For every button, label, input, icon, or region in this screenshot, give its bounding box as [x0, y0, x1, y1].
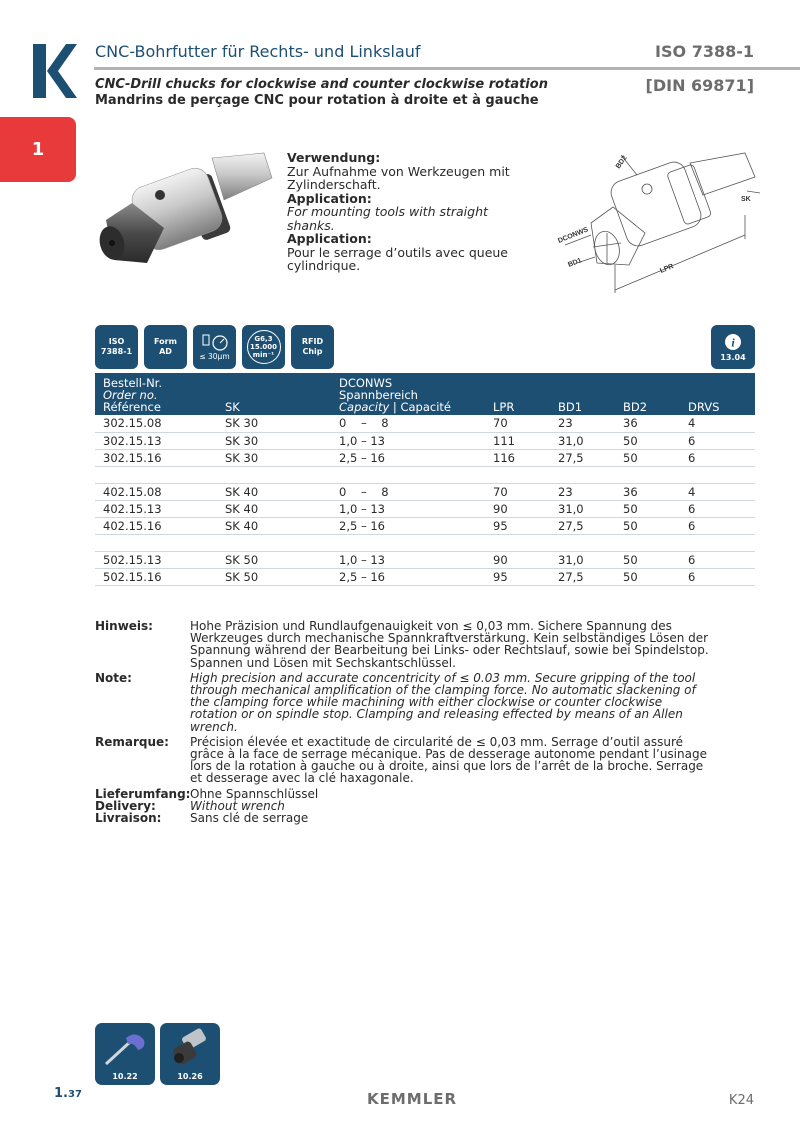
cell-sk: SK 50 [217, 551, 331, 568]
note-hinweis-label: Hinweis: [95, 619, 153, 633]
delivery-en [95, 800, 710, 812]
col-drvs: DRVS [680, 373, 755, 415]
accessory-ref-1: 10.22 [112, 1072, 138, 1081]
cell-bd2: 50 [615, 449, 680, 466]
col-range-de: Spannbereich [339, 388, 418, 402]
cell-range: 0 – 8 [331, 483, 485, 500]
cell-order: 502.15.16 [95, 568, 217, 585]
info-badge[interactable] [711, 325, 755, 369]
cell-range: 1,0 – 13 [331, 432, 485, 449]
cell-sk: SK 30 [217, 432, 331, 449]
dim-bd1: BD1 [567, 257, 583, 269]
info-reference: 13.04 [720, 352, 746, 362]
hex-wrench-icon [100, 1028, 150, 1068]
cell-range: 0 – 8 [331, 415, 485, 432]
usage-label-de: Verwendung: [287, 150, 381, 165]
delivery-de-label: Lieferumfang: [95, 786, 191, 801]
cell-order: 402.15.16 [95, 517, 217, 534]
delivery-fr [95, 812, 710, 824]
cell-range: 1,0 – 13 [331, 551, 485, 568]
col-range-en: Capacity [339, 400, 390, 414]
form-badge[interactable] [144, 325, 187, 369]
cell-bd1: 27,5 [550, 449, 615, 466]
table-row[interactable] [95, 415, 755, 432]
accessory-ref-2: 10.26 [177, 1072, 203, 1081]
balance-badge[interactable] [242, 325, 285, 369]
cell-sk: SK 40 [217, 500, 331, 517]
table-row[interactable] [95, 551, 755, 568]
page-number [54, 1086, 82, 1101]
balance-grade: G6,3 [254, 335, 273, 343]
pull-stud-icon [165, 1028, 215, 1068]
cell-drvs: 4 [680, 415, 755, 432]
cell-drvs: 6 [680, 500, 755, 517]
cell-lpr: 111 [485, 432, 550, 449]
rfid-badge[interactable] [291, 325, 334, 369]
cell-drvs: 4 [680, 483, 755, 500]
cell-lpr: 70 [485, 415, 550, 432]
cell-bd2: 50 [615, 517, 680, 534]
cell-bd2: 50 [615, 568, 680, 585]
form-badge-line1: Form [154, 337, 177, 346]
cell-bd1: 27,5 [550, 568, 615, 585]
note-remarque [95, 736, 710, 785]
balance-ring-icon [247, 330, 281, 364]
cell-drvs: 6 [680, 517, 755, 534]
cell-order: 402.15.13 [95, 500, 217, 517]
cell-bd2: 36 [615, 415, 680, 432]
title-french: Mandrins de perçage CNC pour rotation à droite et à gauche [95, 93, 539, 108]
table-spacer-row [95, 534, 755, 551]
cell-order: 302.15.16 [95, 449, 217, 466]
kemmler-k-logo [33, 44, 77, 98]
col-bd1: BD1 [550, 373, 615, 415]
cell-drvs: 6 [680, 568, 755, 585]
cell-range: 2,5 – 16 [331, 449, 485, 466]
cell-order: 302.15.08 [95, 415, 217, 432]
info-icon [724, 333, 742, 351]
cell-drvs: 6 [680, 449, 755, 466]
col-order [95, 373, 217, 415]
cell-order: 502.15.13 [95, 551, 217, 568]
cell-lpr: 116 [485, 449, 550, 466]
col-order-en: Order no. [103, 388, 158, 402]
col-sk: SK [217, 373, 331, 415]
note-hinweis-text: Hohe Präzision und Rundlaufgenauigkeit von ≤ 0,03 mm. Sichere Spannung des Werkzeuges durch mechanische Spannkraftverstärkung. Kein selbständiges Lösen der Spannung während der Bearbeitung bei Links- oder Rechtslauf, sowie bei Spindelstop. Spannen und Lösen mit Sechskantschlüssel. [190, 619, 709, 670]
table-row[interactable] [95, 500, 755, 517]
cell-bd1: 23 [550, 483, 615, 500]
table-row[interactable] [95, 517, 755, 534]
cell-order: 302.15.13 [95, 432, 217, 449]
cell-bd1: 27,5 [550, 517, 615, 534]
din-standard: [DIN 69871] [645, 76, 754, 95]
delivery-fr-text: Sans clé de serrage [190, 811, 309, 826]
iso-badge-line1: ISO [108, 337, 125, 346]
cell-lpr: 90 [485, 500, 550, 517]
catalog-code: K24 [728, 1093, 754, 1108]
table-spacer-row [95, 466, 755, 483]
delivery-de [95, 788, 710, 800]
usage-label-en: Application: [287, 190, 372, 206]
dim-sk: SK [741, 196, 751, 203]
cell-sk: SK 40 [217, 517, 331, 534]
delivery-en-label: Delivery: [95, 798, 156, 813]
title-english: CNC-Drill chucks for clockwise and counter clockwise rotation [95, 77, 548, 92]
cell-lpr: 95 [485, 568, 550, 585]
technical-drawing [555, 145, 770, 300]
cell-bd1: 31,0 [550, 500, 615, 517]
table-header-row [95, 373, 755, 415]
note-english [95, 672, 710, 733]
drill-chuck-photo [92, 148, 277, 268]
notes-block [95, 620, 710, 827]
usage-label-fr: Application: [287, 231, 372, 246]
note-remarque-label: Remarque: [95, 734, 169, 749]
chapter-tab[interactable]: 1 [0, 117, 76, 182]
cell-bd1: 23 [550, 415, 615, 432]
table-row[interactable] [95, 432, 755, 449]
delivery-de-text: Ohne Spannschlüssel [190, 786, 319, 801]
cell-drvs: 6 [680, 551, 755, 568]
col-lpr: LPR [485, 373, 550, 415]
balance-speed: 15.000 [249, 343, 277, 351]
accessory-hex-wrench[interactable] [95, 1023, 155, 1085]
col-order-de: Bestell-Nr. [103, 376, 163, 390]
cell-lpr: 95 [485, 517, 550, 534]
feature-icons [95, 325, 334, 369]
usage-text-de: Zur Aufnahme von Werkzeugen mit Zylinderschaft. [287, 163, 510, 192]
runout-value: ≤ 30µm [199, 352, 230, 361]
table-row[interactable] [95, 568, 755, 585]
page-number-sub: 37 [67, 1089, 82, 1100]
cell-bd2: 50 [615, 432, 680, 449]
dim-bd2: BD2 [614, 154, 629, 171]
note-hinweis [95, 620, 710, 669]
cell-sk: SK 40 [217, 483, 331, 500]
form-badge-line2: AD [159, 347, 172, 356]
cell-bd2: 50 [615, 551, 680, 568]
delivery-fr-label: Livraison: [95, 811, 162, 826]
cell-bd2: 36 [615, 483, 680, 500]
title-german: CNC-Bohrfutter für Rechts- und Linkslauf [95, 42, 421, 61]
note-english-text: High precision and accurate concentricity of ≤ 0.03 mm. Secure gripping of the tool through mechanical amplification of the clamping force. No automatic slackening of the clamping force while machining with either clockwise or counter clockwise rotation or on spindle stop. Clamping and releasing effected by means of an Allen wrench. [190, 670, 696, 734]
usage-text-en: For mounting tools with straight shanks. [287, 204, 488, 233]
dim-lpr: LPR [659, 263, 675, 275]
delivery-en-text: Without wrench [190, 798, 285, 813]
header-divider [94, 67, 800, 70]
usage-text-fr: Pour le serrage d’outils avec queue cylindrique. [287, 244, 508, 273]
cell-bd1: 31,0 [550, 432, 615, 449]
page-number-main: 1. [54, 1086, 68, 1101]
cell-sk: SK 30 [217, 449, 331, 466]
cell-bd2: 50 [615, 500, 680, 517]
cell-range: 2,5 – 16 [331, 517, 485, 534]
brand-name: KEMMLER [367, 1090, 458, 1108]
col-range-dconws: DCONWS [339, 376, 393, 390]
note-remarque-text: Précision élevée et exactitude de circularité de ≤ 0,03 mm. Serrage d’outil assuré grâce à la face de serrage mécanique. Pas de desserage autonome pendant l’usinage lors de la rotation à gauche ou à droite, ainsi que lors de l’arrêt de la broche. Serrage et desserage avec la clé haxagonale. [190, 734, 707, 786]
iso-badge[interactable] [95, 325, 138, 369]
rfid-badge-line2: Chip [302, 347, 323, 356]
cell-range: 1,0 – 13 [331, 500, 485, 517]
accessory-pull-stud[interactable] [160, 1023, 220, 1085]
cell-drvs: 6 [680, 432, 755, 449]
rfid-badge-line1: RFID [301, 337, 324, 346]
table-row[interactable] [95, 483, 755, 500]
spec-table [95, 373, 755, 586]
cell-bd1: 31,0 [550, 551, 615, 568]
col-order-fr: Référence [103, 400, 161, 414]
col-range-sep: | [389, 400, 401, 414]
col-bd2: BD2 [615, 373, 680, 415]
col-range [331, 373, 485, 415]
cell-sk: SK 30 [217, 415, 331, 432]
runout-badge[interactable] [193, 325, 236, 369]
cell-lpr: 90 [485, 551, 550, 568]
cell-order: 402.15.08 [95, 483, 217, 500]
svg-text:i: i [731, 335, 735, 349]
iso-badge-line2: 7388-1 [100, 347, 133, 356]
dial-gauge-icon [200, 332, 230, 352]
cell-range: 2,5 – 16 [331, 568, 485, 585]
note-english-label: Note: [95, 670, 132, 685]
balance-unit: min⁻¹ [252, 351, 275, 359]
iso-standard: ISO 7388-1 [655, 42, 754, 61]
table-row[interactable] [95, 449, 755, 466]
dim-dconws: DCONWS [557, 226, 590, 245]
usage-block [287, 151, 527, 273]
cell-lpr: 70 [485, 483, 550, 500]
cell-sk: SK 50 [217, 568, 331, 585]
col-range-fr: Capacité [400, 400, 451, 414]
